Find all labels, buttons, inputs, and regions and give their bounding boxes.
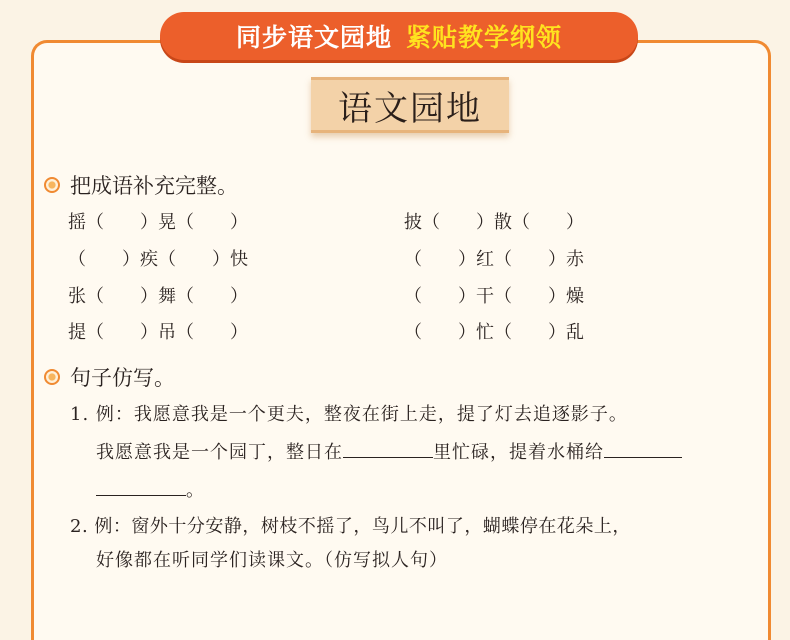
q1-fill-line-2 [96, 476, 205, 502]
idiom-left-4: 提（ ）吊（ ） [68, 322, 248, 343]
idiom-right-1: 披（ ）散（ ） [404, 212, 584, 233]
answer-blank[interactable] [96, 477, 186, 496]
section-heading-idioms [44, 170, 238, 200]
idiom-left-2: （ ）疾（ ）快 [68, 249, 248, 270]
q1-text-a: 我愿意我是一个园丁，整日在 [96, 442, 343, 463]
idiom-left-1: 摇（ ）晃（ ） [68, 212, 248, 233]
section-heading-text: 句子仿写。 [70, 366, 175, 390]
q1-end: 。 [186, 480, 205, 501]
answer-blank[interactable] [604, 439, 682, 458]
q1-fill-line [96, 438, 682, 464]
banner-accent-text: 紧贴教学纲领 [406, 23, 563, 52]
section-heading-text: 把成语补充完整。 [70, 174, 238, 198]
q1-text-b: 里忙碌，提着水桶给 [433, 442, 604, 463]
idiom-right-4: （ ）忙（ ）乱 [404, 322, 584, 343]
banner-main-text: 同步语文园地 [235, 23, 392, 52]
bullet-icon [44, 177, 60, 193]
q2-example: 2. 例：窗外十分安静，树枝不摇了，鸟儿不叫了，蝴蝶停在花朵上， [70, 516, 631, 537]
idiom-right-2: （ ）红（ ）赤 [404, 249, 584, 270]
idiom-right-3: （ ）干（ ）燥 [404, 286, 584, 307]
q2-line2: 好像都在听同学们读课文。（仿写拟人句） [96, 550, 448, 571]
q1-example: 1. 例：我愿意我是一个更夫，整夜在街上走，提了灯去追逐影子。 [70, 404, 628, 425]
header-banner [160, 12, 638, 60]
answer-blank[interactable] [343, 439, 433, 458]
idiom-left-3: 张（ ）舞（ ） [68, 286, 248, 307]
bullet-icon [44, 369, 60, 385]
section-heading-imitation [44, 362, 175, 392]
page-title: 语文园地 [311, 77, 509, 133]
